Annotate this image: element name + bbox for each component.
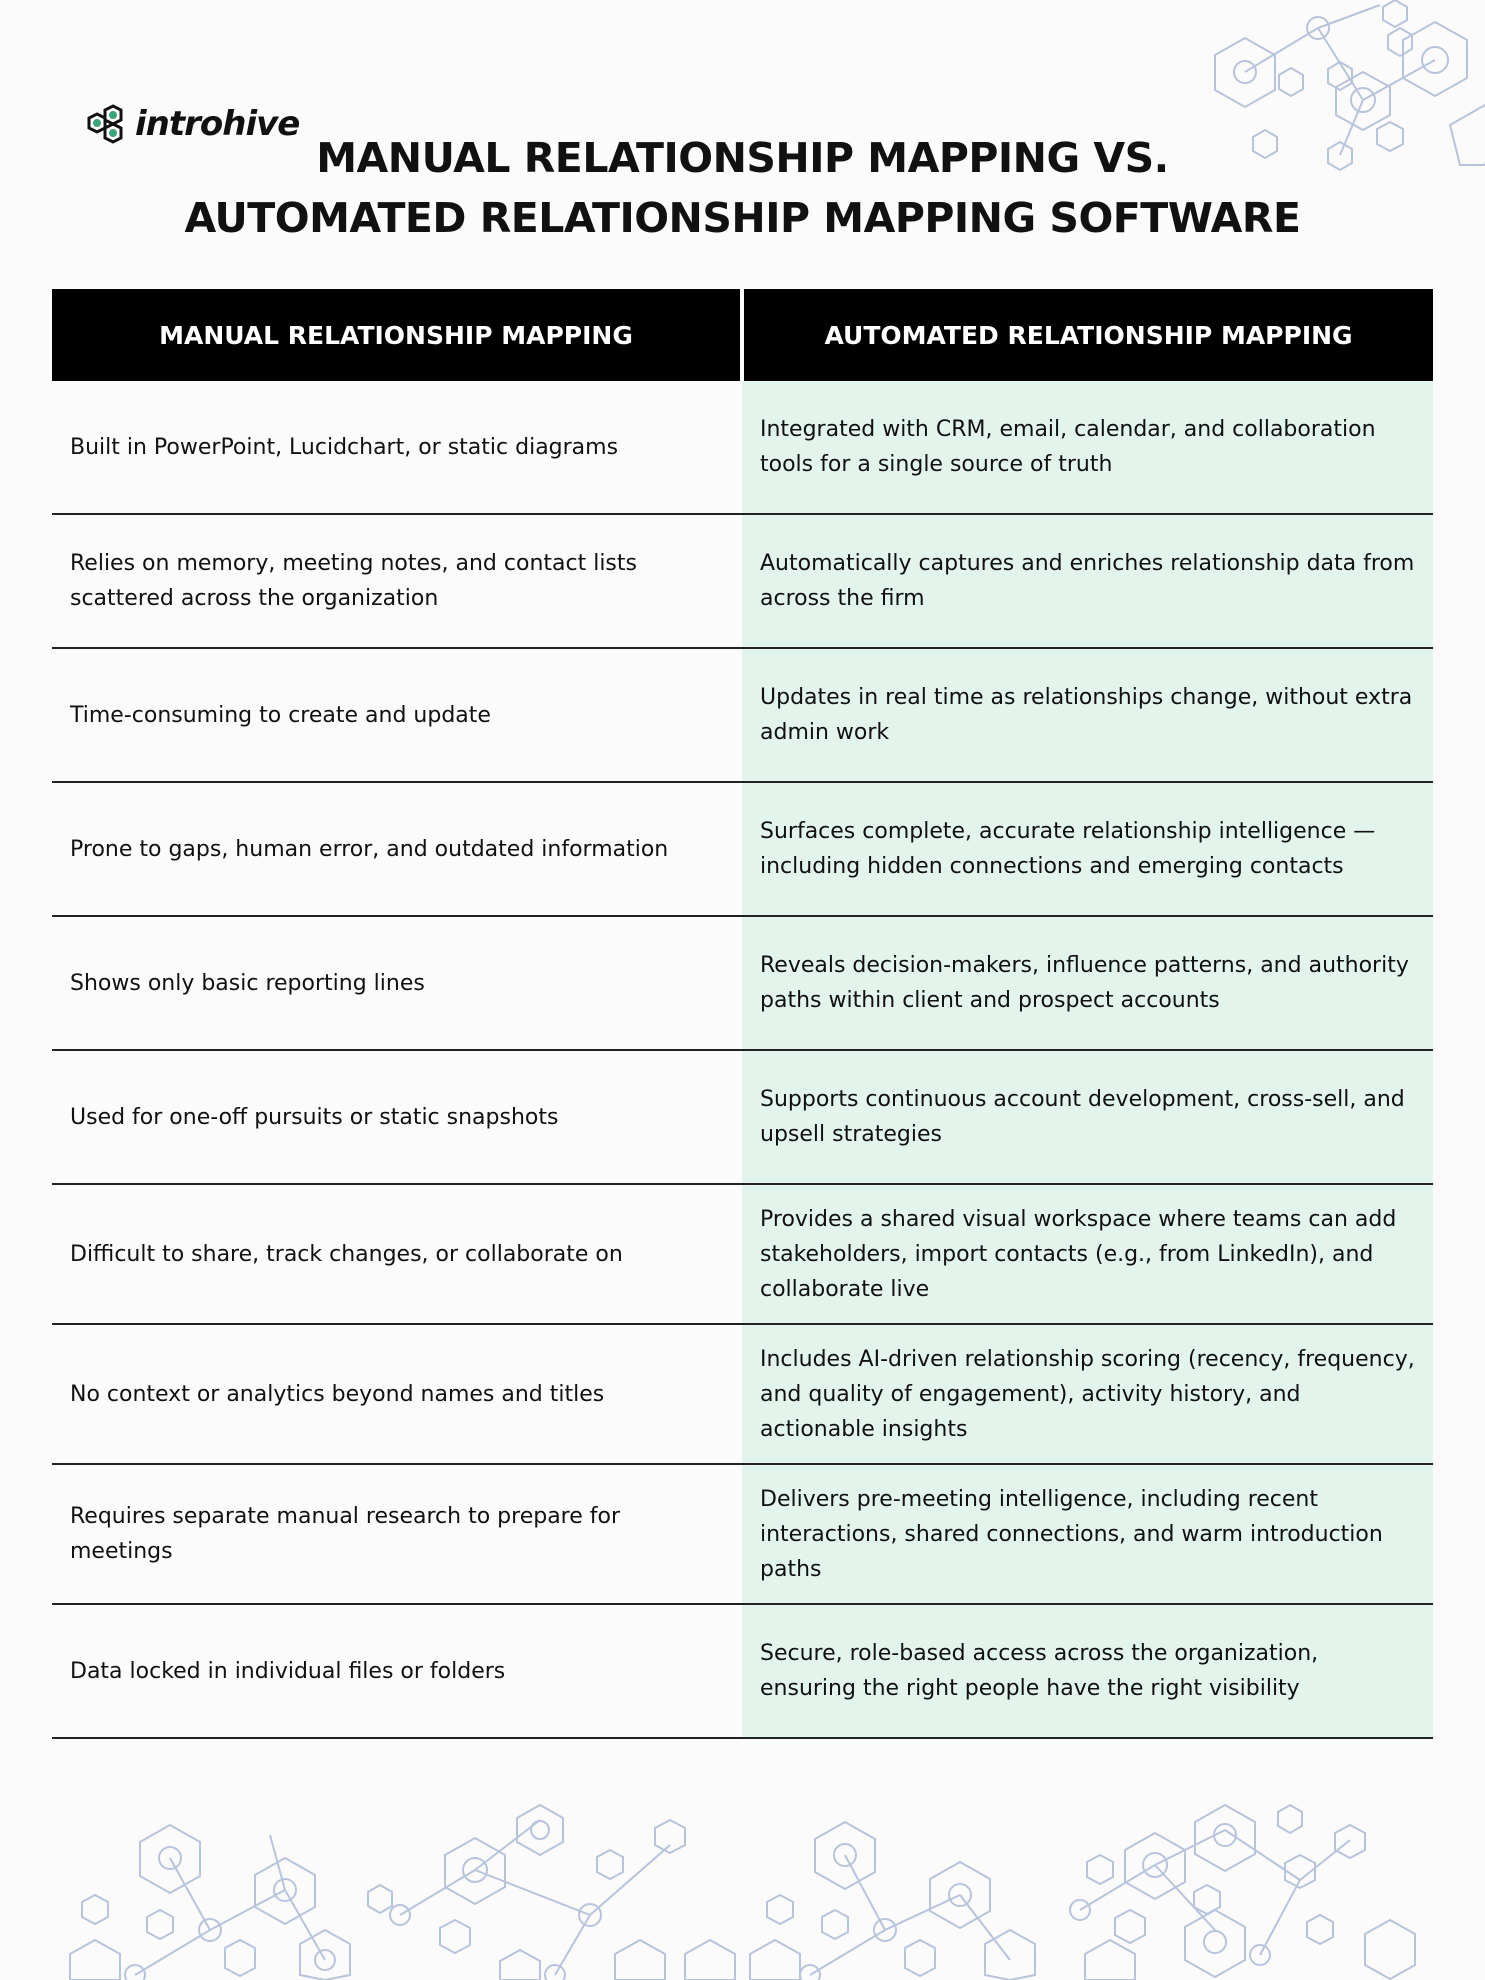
- comparison-table: [52, 289, 1433, 1739]
- table-row: [52, 1051, 1433, 1185]
- automated-cell: Delivers pre-meeting intelligence, including recent interactions, shared connections, and warm introduction paths: [742, 1465, 1433, 1603]
- automated-cell: Supports continuous account development, cross-sell, and upsell strategies: [742, 1051, 1433, 1183]
- manual-cell: Requires separate manual research to prepare for meetings: [52, 1465, 742, 1603]
- automated-cell: Reveals decision-makers, influence patterns, and authority paths within client and prospect accounts: [742, 917, 1433, 1049]
- automated-cell: Includes AI-driven relationship scoring (recency, frequency, and quality of engagement), activity history, and actionable insights: [742, 1325, 1433, 1463]
- table-row: [52, 1465, 1433, 1605]
- header-manual: MANUAL RELATIONSHIP MAPPING: [52, 289, 740, 381]
- manual-cell: Prone to gaps, human error, and outdated information: [52, 783, 742, 915]
- automated-cell: Integrated with CRM, email, calendar, and collaboration tools for a single source of truth: [742, 381, 1433, 513]
- manual-cell: No context or analytics beyond names and titles: [52, 1325, 742, 1463]
- table-row: [52, 649, 1433, 783]
- table-header: [52, 289, 1433, 381]
- table-row: [52, 1325, 1433, 1465]
- manual-cell: Built in PowerPoint, Lucidchart, or static diagrams: [52, 381, 742, 513]
- automated-cell: Surfaces complete, accurate relationship intelligence — including hidden connections and emerging contacts: [742, 783, 1433, 915]
- header-automated: AUTOMATED RELATIONSHIP MAPPING: [744, 289, 1433, 381]
- table-row: [52, 917, 1433, 1051]
- table-row: [52, 783, 1433, 917]
- automated-cell: Updates in real time as relationships change, without extra admin work: [742, 649, 1433, 781]
- automated-cell: Automatically captures and enriches relationship data from across the firm: [742, 515, 1433, 647]
- page-title-line-2: AUTOMATED RELATIONSHIP MAPPING SOFTWARE: [184, 194, 1301, 242]
- table-row: [52, 1605, 1433, 1739]
- manual-cell: Shows only basic reporting lines: [52, 917, 742, 1049]
- hexagon-network-decoration-bottom: [0, 1790, 1485, 1980]
- table-row: [52, 1185, 1433, 1325]
- manual-cell: Data locked in individual files or folders: [52, 1605, 742, 1737]
- page-title: [0, 128, 1485, 248]
- manual-cell: Difficult to share, track changes, or collaborate on: [52, 1185, 742, 1323]
- page-title-line-1: MANUAL RELATIONSHIP MAPPING VS.: [316, 134, 1169, 182]
- logo-wordmark: introhive: [135, 104, 300, 144]
- manual-cell: Relies on memory, meeting notes, and contact lists scattered across the organization: [52, 515, 742, 647]
- automated-cell: Secure, role-based access across the organization, ensuring the right people have the right visibility: [742, 1605, 1433, 1737]
- table-row: [52, 515, 1433, 649]
- manual-cell: Time-consuming to create and update: [52, 649, 742, 781]
- table-row: [52, 381, 1433, 515]
- automated-cell: Provides a shared visual workspace where teams can add stakeholders, import contacts (e.g., from LinkedIn), and collaborate live: [742, 1185, 1433, 1323]
- manual-cell: Used for one-off pursuits or static snapshots: [52, 1051, 742, 1183]
